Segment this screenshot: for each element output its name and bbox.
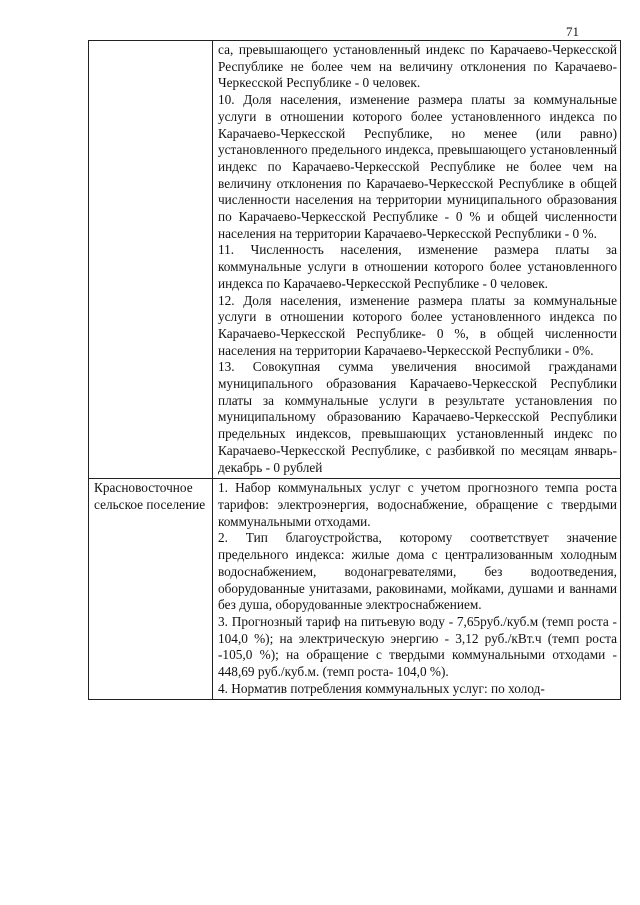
indicators-cell <box>213 41 621 479</box>
page-number: 71 <box>566 24 579 39</box>
municipality-name: Красновосточное сельское поселение <box>94 480 206 512</box>
municipality-cell <box>89 41 213 479</box>
indicator-paragraph: са, превышающего установленный индекс по Карачаево-Черкесской Республике не более чем на величину отклонения по Карачаево-Черкесской Республике - 0 человек. <box>218 42 617 91</box>
indicator-paragraph: 11. Численность населения, изменение размера платы за коммунальные услуги в отношении которого более установленного индекса по Карачаево-Черкесской Республике - 0 человек. <box>218 242 617 291</box>
indicator-paragraph: 13. Совокупная сумма увеличения вносимой гражданами муниципального образования Карачаево-Черкесской Республики платы за коммунальные услуги в результате установления по муниципальному образованию Карачаево-Черкесской Республики предельных индексов, превышающих установленный индекс по Карачаево-Черкесской Республике, с разбивкой по месяцам январь-декабрь - 0 рублей <box>218 359 617 475</box>
indicator-paragraph: 2. Тип благоустройства, которому соответствует значение предельного индекса: жилые дома с централизованным холодным водоснабжением, водонагревателями, без водоотведения, оборудованные унитазами, раковинами, мойками, душами и ваннами без душа, оборудованные электроснабжением. <box>218 530 617 613</box>
indicator-paragraph: 10. Доля населения, изменение размера платы за коммунальные услуги в отношении которого более установленного индекса по Карачаево-Черкесской Республике, но менее (или равно) установленного предельного индекса, превышающего установленный индекс по Карачаево-Черкесской Республике не более чем на величину отклонения по Карачаево-Черкесской Республике в общей численности населения на территории муниципального образования по Карачаево-Черкесской Республике - 0 % и общей численности населения на территории Карачаево-Черкесской Республики - 0 %. <box>218 92 617 241</box>
municipality-cell <box>89 479 213 700</box>
table-row <box>89 479 621 700</box>
indicator-paragraph: 12. Доля населения, изменение размера платы за коммунальные услуги в отношении которого более установленного индекса по Карачаево-Черкесской Республике- 0 %, в общей численности населения на территории Карачаево-Черкесской Республики - 0%. <box>218 292 617 358</box>
indicators-cell <box>213 479 621 700</box>
document-table <box>88 40 621 700</box>
table-row <box>89 41 621 479</box>
indicator-paragraph: 1. Набор коммунальных услуг с учетом прогнозного темпа роста тарифов: электроэнергия, водоснабжение, обращение с твердыми коммунальными отходами. <box>218 480 617 529</box>
indicator-paragraph: 4. Норматив потребления коммунальных услуг: по холод- <box>218 680 545 696</box>
indicator-paragraph: 3. Прогнозный тариф на питьевую воду - 7,65руб./куб.м (темп роста - 104,0 %); на электрическую энергию - 3,12 руб./кВт.ч (темп роста -105,0 %); на обращение с твердыми коммунальными отходами - 448,69 руб./куб.м. (темп роста- 104,0 %). <box>218 613 617 680</box>
